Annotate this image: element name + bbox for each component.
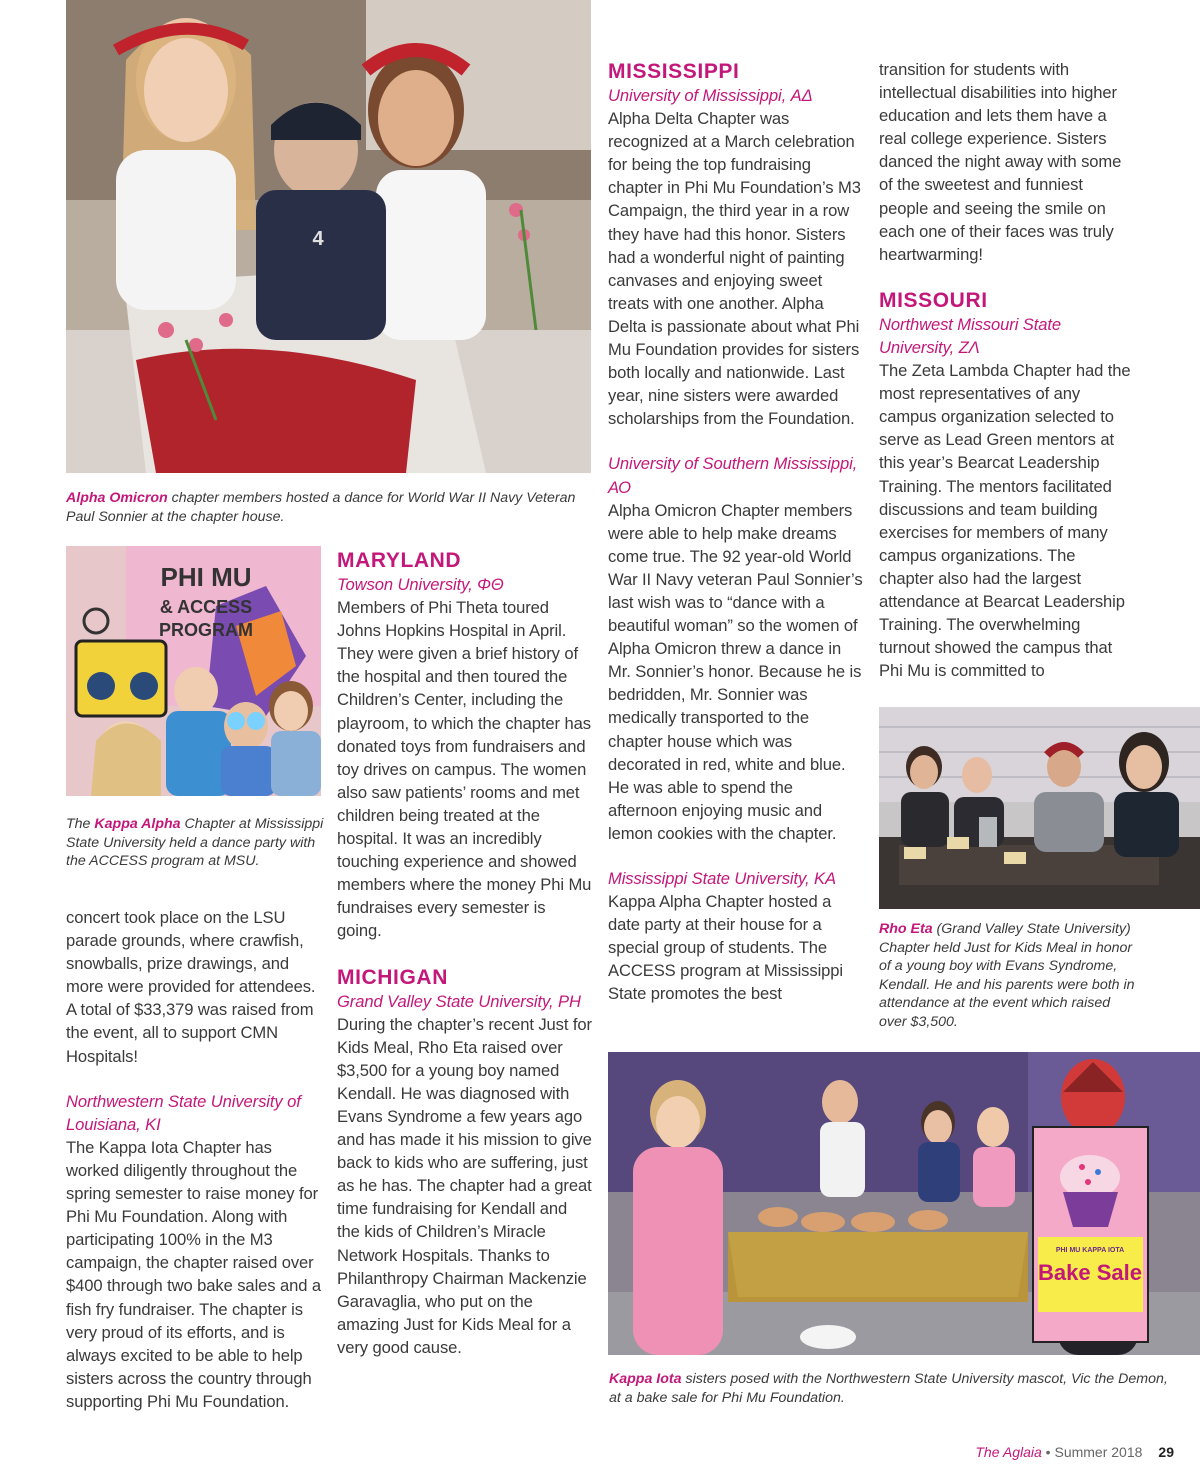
caption-highlight: Alpha Omicron [66, 490, 168, 506]
nsu-subhead: Northwestern State University of Louisiana, ΚΙ [66, 1091, 301, 1134]
missouri-subhead: Northwest Missouri State University, ΖΛ [879, 314, 1062, 357]
shirt-number: 4 [312, 228, 324, 250]
caption-kappa-iota [609, 1370, 1169, 1407]
photo-alpha-omicron [66, 0, 591, 473]
caption-text: Chapter at Mississippi State University held a dance party with the ACCESS program at MSU. [66, 816, 324, 869]
caption-text: (Grand Valley State University) Chapter held Just for Kids Meal in honor of a young boy with Evans Syndrome, Kendall. He and his parents were both in attendance at the event which raised over $3,500. [879, 921, 1135, 1030]
issue-label: Summer 2018 [1054, 1444, 1143, 1460]
magazine-name: The Aglaia [975, 1444, 1042, 1460]
michigan-heading: MICHIGAN [337, 965, 448, 989]
mississippi-heading: MISSISSIPPI [608, 60, 740, 83]
banner-line-3: PROGRAM [159, 620, 253, 640]
banner-line-1: PHI MU [160, 562, 252, 592]
page-number: 29 [1158, 1444, 1174, 1460]
caption-kappa-alpha [66, 815, 324, 871]
caption-highlight: Kappa Alpha [94, 816, 181, 832]
msu-subhead: Mississippi State University, ΚΑ [608, 869, 836, 888]
sign-small: PHI MU KAPPA IOTA [1055, 1247, 1125, 1254]
photo-kappa-iota [608, 1052, 1200, 1355]
caption-alpha-omicron [66, 489, 586, 526]
mississippi-body: Alpha Delta Chapter was recognized at a March celebration for being the top fundraising chapter in Phi Mu Foundation’s M3 Campaign, the third year in a row they have had this honor. Sisters had a wonderful night of painting canvases and enjoying sweet treats with one another. Alpha Delta is passionate about what Phi Mu Foundation provides for sisters both locally and nationwide. Last year, nine sisters were awarded scholarships from the Foundation. [608, 109, 861, 429]
photo-kappa-alpha [66, 546, 321, 796]
column-2 [337, 548, 592, 1359]
missouri-heading: MISSOURI [879, 288, 988, 312]
page-footer [975, 1444, 1174, 1460]
maryland-heading: MARYLAND [337, 549, 462, 572]
michigan-subhead: Grand Valley State University, PH [337, 991, 581, 1011]
maryland-subhead: Towson University, ΦΘ [337, 575, 504, 594]
access-continuation: transition for students with intellectual disabilities into higher education and lets them have a real college experience. Sisters danced the night away with some of the sweetest and funniest people and seeing the smile on each one of their faces was truly heartwarming! [879, 60, 1122, 264]
lsu-continuation: concert took place on the LSU parade grounds, where crawfish, snowballs, prize drawings, and more were provided for attendees. A total of $33,379 was raised from the event, all to support CMN Hospitals! [66, 908, 316, 1066]
usm-subhead: University of Southern Mississippi, ΑΟ [608, 454, 858, 497]
usm-body: Alpha Omicron Chapter members were able to help make dreams come true. The 92 year-old World War II Navy veteran Paul Sonnier’s last wish was to “dance with a beautiful woman” so the women of Alpha Omicron threw a dance in Mr. Sonnier’s honor. Because he is bedridden, Mr. Sonnier was medically transported to the chapter house which was decorated in red, white and blue. He was able to spend the afternoon enjoying music and lemon cookies with the chapter. [608, 500, 863, 843]
column-1 [66, 906, 324, 1413]
caption-highlight: Kappa Iota [609, 1371, 682, 1387]
column-4 [879, 58, 1134, 682]
sign-large: Bake Sale [1038, 1260, 1142, 1285]
mississippi-subhead: University of Mississippi, ΑΔ [608, 86, 813, 105]
caption-highlight: Rho Eta [879, 921, 933, 937]
column-3 [608, 59, 863, 1006]
photo-rho-eta [879, 707, 1200, 909]
footer-bullet: • [1041, 1444, 1055, 1460]
maryland-body: Members of Phi Theta toured Johns Hopkins Hospital in April. They were given a brief history of the hospital and then toured the Children’s Center, including the playroom, to which the chapter has donated toys from fundraisers and toy drives on campus. The women also saw patients’ rooms and met children being treated at the hospital. It was an incredibly touching experience and showed members where the money Phi Mu fundraises every semester is going. [337, 598, 592, 941]
caption-rho-eta [879, 920, 1141, 1031]
caption-prefix: The [66, 816, 95, 832]
michigan-body: During the chapter’s recent Just for Kids Meal, Rho Eta raised over $3,500 for a young boy named Kendall. He was diagnosed with Evans Syndrome a few years ago and has made it his mission to give back to kids who are suffering, just as he has. The chapter had a great time fundraising for Kendall and the kids of Children’s Miracle Network Hospitals. Thanks to Philanthropy Chairman Mackenzie Garavaglia, who put on the amazing Just for Kids Meal for a very good cause. [337, 1014, 592, 1357]
nsu-body: The Kappa Iota Chapter has worked diligently throughout the spring semester to raise money for Phi Mu Foundation. Along with participating 100% in the M3 campaign, the chapter raised over $400 through two bake sales and a fish fry fundraiser. The chapter is very proud of its efforts, and is always excited to be able to help sisters across the country through supporting Phi Mu Foundation. [66, 1137, 322, 1411]
banner-line-2: & ACCESS [159, 597, 253, 617]
msu-body: Kappa Alpha Chapter hosted a date party at their house for a special group of students. The ACCESS program at Mississippi State promotes the best [608, 892, 844, 1004]
caption-text: sisters posed with the Northwestern State University mascot, Vic the Demon, at a bake sale for Phi Mu Foundation. [609, 1371, 1168, 1406]
missouri-body: The Zeta Lambda Chapter had the most representatives of any campus organization selected to serve as Lead Green mentors at this year’s Bearcat Leadership Training. The mentors facilitated discussions and team building exercises for members of many campus organizations. The chapter also had the largest attendance at Bearcat Leadership Training. The overwhelming turnout showed the campus that Phi Mu is committed to [879, 361, 1131, 681]
caption-text: chapter members hosted a dance for World War II Navy Veteran Paul Sonnier at the chapter house. [66, 490, 576, 525]
